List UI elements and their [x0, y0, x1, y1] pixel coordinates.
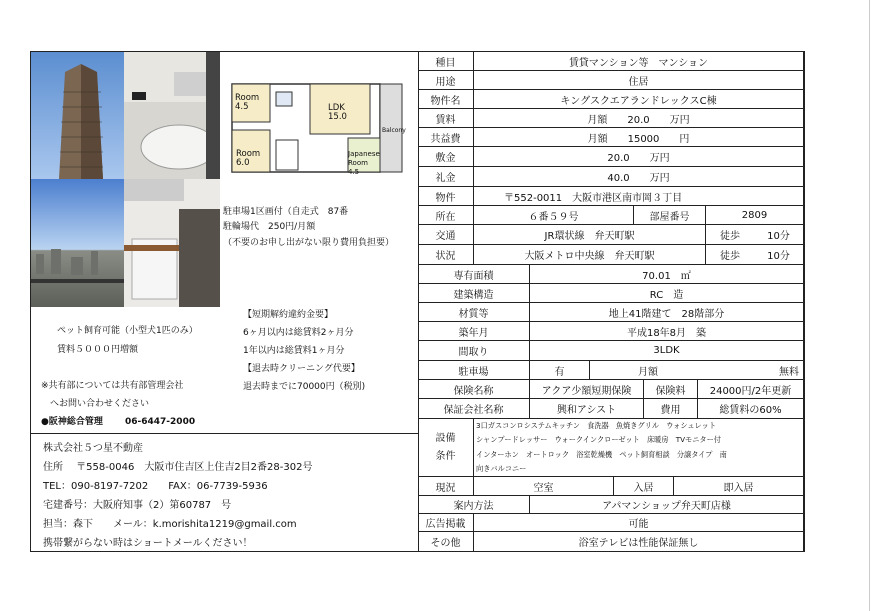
structure-value: RC 造: [530, 284, 804, 303]
company-note: 携帯繋がらない時はショートメールください！: [43, 538, 253, 549]
room-no-value: 2809: [706, 206, 804, 225]
rent-label: 賃料: [418, 109, 474, 128]
property-value: 〒552-0011 大阪市港区南市岡３丁目: [474, 187, 804, 206]
kitchen-image: [124, 179, 220, 307]
key-money-label: 礼金: [418, 167, 474, 187]
other-value: 浴室テレビは性能保証無し: [474, 532, 804, 551]
line1-value: JR環状線 弁天町駅: [474, 225, 706, 245]
walk1-value: 10分: [754, 225, 804, 245]
guide-value: アパマンショップ弁天町店様: [530, 496, 804, 514]
property-flyer: [30, 51, 805, 552]
common-label: 共益費: [418, 128, 474, 147]
parking-note-2: 駐輪場代 250円/月額: [223, 222, 316, 232]
move-label: 入居: [614, 477, 674, 496]
walk2-label: 徒歩: [706, 245, 754, 265]
parking-fee: 無料: [706, 361, 804, 380]
type-value: 賃貸マンション等 マンション: [474, 52, 804, 71]
left-panel: [31, 52, 419, 551]
use-value: 住居: [474, 71, 804, 90]
cost-label: 費用: [644, 399, 698, 419]
use-label: 用途: [418, 71, 474, 90]
tower-image: [31, 52, 124, 179]
insurance-fee-label: 保険料: [644, 380, 698, 399]
rent-value: 月額 20.0 万円: [474, 109, 804, 128]
short-term-1: 【短期解約違約金要】: [243, 310, 334, 320]
equipment-line-1: 3口ガスコンロシステムキッチン 食洗器 魚焼きグリル ウォシュレット: [476, 421, 717, 430]
equipment-line-3: インターホン オートロック 浴室乾燥機 ペット飼育相談 分譲タイプ 南: [476, 449, 727, 459]
area-label: 専有面積: [418, 265, 530, 284]
ad-label: 広告掲載: [418, 514, 474, 532]
equipment-label-2: 条件: [435, 450, 456, 462]
floorplan-japanese-label: Japanese Room 4.5: [348, 150, 380, 176]
insurance-value: アクア少額短期保険: [530, 380, 644, 399]
building-photo: [31, 52, 124, 179]
line2-value: 大阪メトロ中央線 弁天町駅: [474, 245, 706, 265]
common-fee-note-1: ※共有部については共有部管理会社: [41, 381, 184, 391]
equipment-value: [474, 419, 804, 477]
move-value: 即入居: [674, 477, 804, 496]
pet-note-2: 賃料５０００円増額: [57, 345, 139, 355]
material-value: 地上41階建て 28階部分: [530, 303, 804, 322]
current-value: 空室: [474, 477, 614, 496]
company-tel: TEL：090-8197-7202 FAX：06-7739-5936: [43, 481, 268, 492]
property-table: [418, 52, 804, 551]
property-label: 物件: [418, 187, 474, 206]
walk2-value: 10分: [754, 245, 804, 265]
insurance-fee: 24000円/2年更新: [698, 380, 804, 399]
transport-label: 交通: [418, 225, 474, 245]
bathroom-photo: [124, 52, 220, 179]
kitchen-photo: [124, 179, 220, 307]
company-name: 株式会社５つ星不動産: [43, 443, 143, 454]
short-term-5: 退去時までに70000円（税別): [243, 382, 366, 392]
room-no-label: 部屋番号: [634, 206, 706, 225]
name-value: キングスクエアランドレックスC棟: [474, 90, 804, 109]
current-label: 現況: [418, 477, 474, 496]
guarantee-value: 興和アシスト: [530, 399, 644, 419]
location-label: 所在: [418, 206, 474, 225]
deposit-label: 敷金: [418, 147, 474, 167]
insurance-label: 保険名称: [418, 380, 530, 399]
company-contact: 担当：森下 メール：k.morishita1219@gmail.com: [43, 519, 297, 530]
floorplan-balcony-label: Balcony: [382, 127, 406, 134]
ad-value: 可能: [474, 514, 804, 532]
bathtub-image: [124, 52, 220, 179]
equipment-line-4: 向きバルコニー: [476, 463, 527, 473]
floorplan-room2-label: Room 6.0: [236, 149, 261, 168]
deposit-value: 20.0 万円: [474, 147, 804, 167]
equipment-line-2: シャンプードレッサー ウォークインクローゼット 床暖房 TVモニター付: [476, 435, 721, 445]
short-term-4: 【退去時クリーニング代要】: [243, 364, 360, 374]
floorplan-ldk-label: LDK 15.0: [328, 103, 347, 122]
area-value: 70.01 ㎡: [530, 265, 804, 284]
built-label: 築年月: [418, 322, 530, 341]
equipment-label-1: 設備: [435, 432, 456, 444]
company-address: 住所 〒558-0046 大阪市住吉区上住吉2目2番28-302号: [43, 462, 313, 473]
name-label: 物件名: [418, 90, 474, 109]
parking-note-3: （不要のお申し出がない限り費用負担要）: [223, 238, 395, 248]
parking-value: 有: [530, 361, 590, 380]
material-label: 材質等: [418, 303, 530, 322]
layout-value: 3LDK: [530, 341, 804, 361]
parking-month: 月額: [590, 361, 706, 380]
type-label: 種目: [418, 52, 474, 71]
short-term-3: 1年以内は総賃料1ヶ月分: [243, 346, 345, 356]
layout-label: 間取り: [418, 341, 530, 361]
pet-note-1: ペット飼育可能（小型犬1匹のみ）: [57, 326, 198, 336]
structure-label: 建築構造: [418, 284, 530, 303]
cost-value: 総賃料の60%: [698, 399, 804, 419]
short-term-2: 6ヶ月以内は総賃料2ヶ月分: [243, 328, 354, 338]
mgmt-company: ●阪神総合管理: [41, 417, 103, 427]
key-money-value: 40.0 万円: [474, 167, 804, 187]
other-label: その他: [418, 532, 474, 551]
company-license: 宅建番号：大阪府知事（2）第60787 号: [43, 500, 232, 511]
parking-label: 駐車場: [418, 361, 530, 380]
cityscape-image: [31, 179, 124, 307]
guarantee-label: 保証会社名称: [418, 399, 530, 419]
floor-plan: [220, 70, 410, 180]
floorplan-room1-label: Room 4.5: [235, 93, 260, 112]
built-value: 平成18年8月 築: [530, 322, 804, 341]
guide-label: 案内方法: [418, 496, 530, 514]
city-view-photo: [31, 179, 124, 307]
common-value: 月額 15000 円: [474, 128, 804, 147]
parking-note-1: 駐車場1区画付（自走式 87番: [223, 207, 349, 217]
common-fee-note-2: へお問い合わせください: [41, 399, 150, 409]
walk1-label: 徒歩: [706, 225, 754, 245]
status-label: 状況: [418, 245, 474, 265]
location-value: ６番５９号: [474, 206, 634, 225]
mgmt-phone: 06-6447-2000: [125, 417, 196, 427]
company-block: [31, 433, 418, 552]
page-edge-line: [869, 0, 870, 611]
equipment-label: [418, 419, 474, 477]
